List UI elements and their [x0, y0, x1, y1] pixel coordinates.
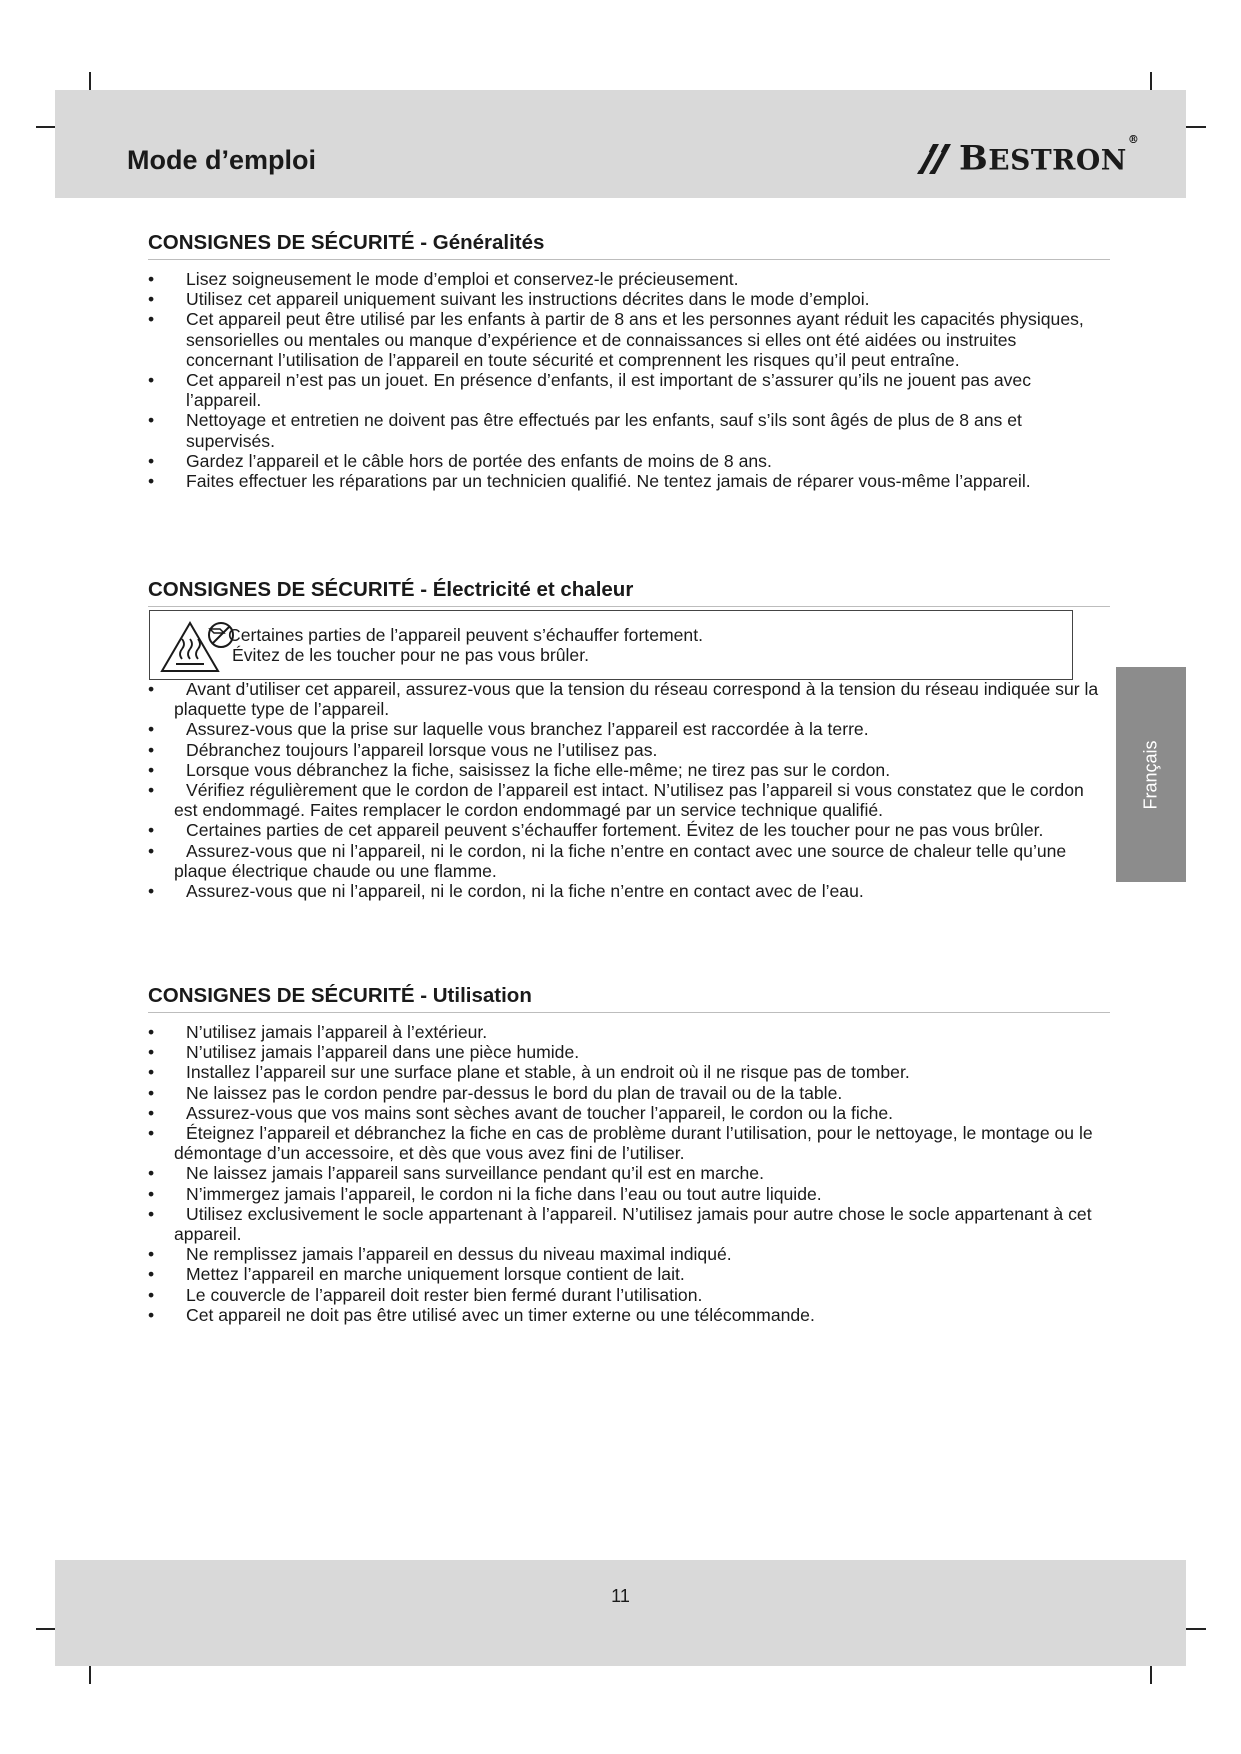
list-item: • Assurez-vous que ni l’appareil, ni le cordon, ni la fiche n’entre en contact avec de l’eau.: [148, 881, 864, 902]
section-divider: [148, 606, 1110, 607]
list-item: • Le couvercle de l’appareil doit rester bien fermé durant l’utilisation.: [148, 1284, 703, 1305]
brand-wordmark: BESTRON®: [959, 132, 1140, 178]
list-item: • N’utilisez jamais l’appareil dans une pièce humide.: [148, 1042, 580, 1063]
list-item: • Lorsque vous débranchez la fiche, saisissez la fiche elle-même; ne tirez pas sur le cordon.: [148, 759, 891, 780]
bullet-list: [148, 1022, 1108, 1325]
list-item: • Cet appareil n’est pas un jouet. En présence d’enfants, il est important de s’assurer qu’ils ne jouent pas avec l’appareil.: [148, 370, 1031, 411]
section-divider: [148, 259, 1110, 260]
brand-logo: [915, 132, 1140, 178]
list-item: • Cet appareil ne doit pas être utilisé avec un timer externe ou une télécommande.: [148, 1304, 815, 1325]
section-title: CONSIGNES DE SÉCURITÉ - Électricité et chaleur: [148, 578, 634, 601]
list-item: • Avant d’utiliser cet appareil, assurez-vous que la tension du réseau correspond à la tension du réseau indiquée sur la plaquette type de l’appareil.: [148, 679, 1099, 720]
section-title: CONSIGNES DE SÉCURITÉ - Utilisation: [148, 984, 532, 1007]
bullet-list: [148, 269, 1108, 491]
page-number: 11: [611, 1586, 630, 1606]
language-tab: [1116, 667, 1186, 882]
list-item: • Lisez soigneusement le mode d’emploi et conservez-le précieusement.: [148, 269, 739, 289]
list-item: • N’utilisez jamais l’appareil à l’extérieur.: [148, 1022, 488, 1042]
list-item: • Assurez-vous que ni l’appareil, ni le cordon, ni la fiche n’entre en contact avec une source de chaleur telle qu’une plaque électrique chaude ou une flamme.: [148, 840, 1067, 881]
list-item: • Assurez-vous que vos mains sont sèches avant de toucher l’appareil, le cordon ou la fiche.: [148, 1102, 894, 1123]
section-electricity: [148, 575, 1108, 607]
list-item: • Éteignez l’appareil et débranchez la fiche en cas de problème durant l’utilisation, pour le nettoyage, le montage ou le démontage d’un accessoire, et dès que vous avez fini de l’utiliser.: [148, 1123, 1093, 1164]
section-electricity-list: [148, 679, 1108, 901]
list-item: • Assurez-vous que la prise sur laquelle vous branchez l’appareil est raccordée à la terre.: [148, 719, 869, 740]
footer-bar: [55, 1560, 1186, 1666]
warning-text: Certaines parties de l’appareil peuvent s’échauffer fortement. Évitez de les toucher pour ne pas vous brûler.: [228, 625, 703, 666]
list-item: • Mettez l’appareil en marche uniquement lorsque contient de lait.: [148, 1264, 685, 1285]
list-item: • Cet appareil peut être utilisé par les enfants à partir de 8 ans et les personnes ayant réduit les capacités physiques, sensorielles ou mentales ou manque d’expérience et de connaissances si elles ont été aidées ou instruites concernant l’utilisation de l’appareil en toute sécurité et comprennent les risques qu’il peut entraîne.: [148, 309, 1084, 370]
list-item: • Ne laissez pas le cordon pendre par-dessus le bord du plan de travail ou de la table.: [148, 1082, 843, 1103]
language-tab-label: Français: [1140, 739, 1161, 810]
list-item: • Certaines parties de cet appareil peuvent s’échauffer fortement. Évitez de les toucher pour ne pas vous brûler.: [148, 820, 1044, 841]
bullet-list: [148, 679, 1108, 901]
list-item: • N’immergez jamais l’appareil, le cordon ni la fiche dans l’eau ou tout autre liquide.: [148, 1183, 822, 1204]
list-item: • Ne laissez jamais l’appareil sans surveillance pendant qu’il est en marche.: [148, 1163, 764, 1184]
section-title: CONSIGNES DE SÉCURITÉ - Généralités: [148, 231, 545, 254]
hot-surface-icon: [158, 617, 238, 675]
list-item: • Débranchez toujours l’appareil lorsque vous ne l’utilisez pas.: [148, 739, 658, 760]
list-item: • Gardez l’appareil et le câble hors de portée des enfants de moins de 8 ans.: [148, 450, 772, 471]
list-item: • Ne remplissez jamais l’appareil en dessus du niveau maximal indiqué.: [148, 1244, 732, 1265]
section-divider: [148, 1012, 1110, 1013]
chevrons-icon: [915, 140, 955, 176]
list-item: • Nettoyage et entretien ne doivent pas être effectués par les enfants, sauf s’ils sont âgés de plus de 8 ans et supervisés.: [148, 410, 1022, 451]
section-usage: [148, 981, 1108, 1325]
hot-surface-warning: [149, 610, 1073, 680]
header-bar: [55, 90, 1186, 198]
list-item: • Faites effectuer les réparations par un technicien qualifié. Ne tentez jamais de réparer vous-même l’appareil.: [148, 471, 1031, 492]
list-item: • Utilisez cet appareil uniquement suivant les instructions décrites dans le mode d’emploi.: [148, 289, 870, 310]
list-item: • Vérifiez régulièrement que le cordon de l’appareil est intact. N’utilisez pas l’appareil si vous constatez que le cordon est endommagé. Faites remplacer le cordon endommagé par un service technique qualifié.: [148, 780, 1084, 821]
page-title: Mode d’emploi: [127, 145, 316, 175]
section-general: [148, 228, 1108, 491]
list-item: • Installez l’appareil sur une surface plane et stable, à un endroit où il ne risque pas de tomber.: [148, 1062, 910, 1083]
list-item: • Utilisez exclusivement le socle appartenant à l’appareil. N’utilisez jamais pour autre chose le socle appartenant à cet appareil.: [148, 1203, 1092, 1245]
